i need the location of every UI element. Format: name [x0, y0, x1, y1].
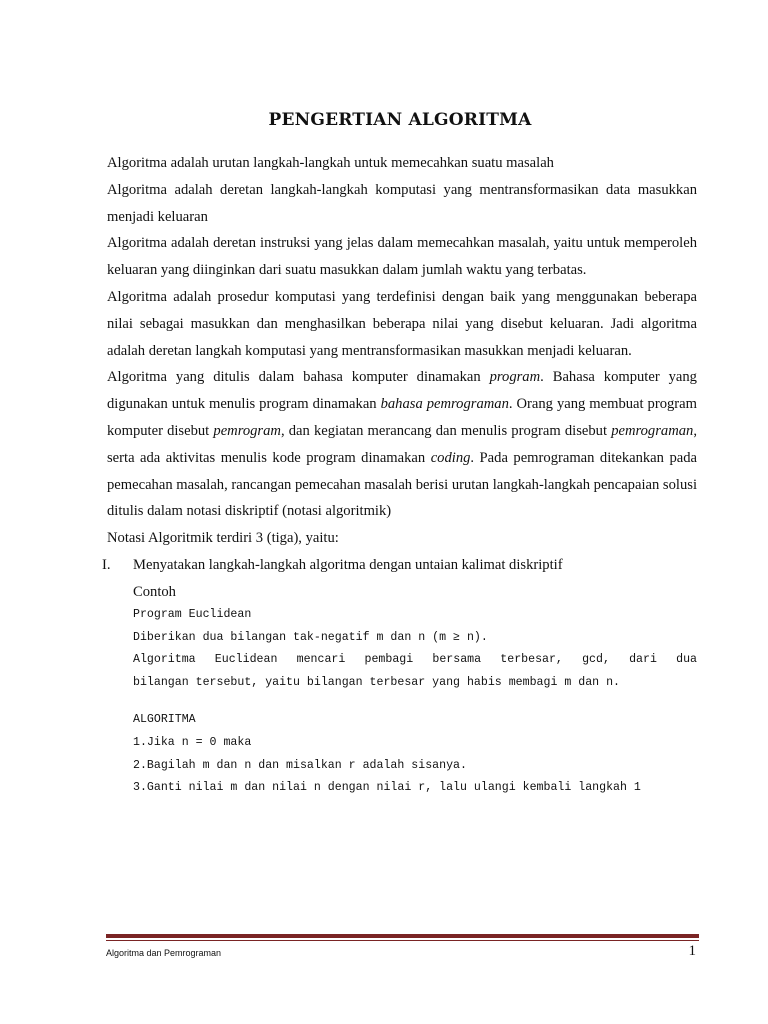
code-line: 1.Jika n = 0 maka [133, 735, 252, 749]
footer-rule-thick [106, 934, 699, 938]
list-item-1 [102, 552, 697, 579]
code-spacer [133, 694, 697, 709]
term-pemrograman: pemrograman [611, 422, 694, 439]
page-title: PENGERTIAN ALGORITMA [268, 110, 532, 130]
example-label: Contoh [133, 583, 176, 600]
code-line: Program Euclidean [133, 608, 252, 621]
footer-rule-thin [106, 940, 699, 941]
code-line: Diberikan dua bilangan tak-negatif m dan n (m ≥ n). [133, 630, 488, 644]
code-block [133, 604, 697, 800]
code-line: Algoritma Euclidean mencari pembagi bersama terbesar, gcd, dari dua [133, 653, 697, 667]
document-body [102, 150, 698, 606]
paragraph-2: Algoritma adalah deretan langkah-langkah komputasi yang mentransformasikan data masukkan menjadi keluaran [107, 181, 697, 225]
term-pemrogram: pemrogram [213, 422, 281, 439]
term-coding: coding [430, 449, 471, 466]
list-item-1-text: Menyatakan langkah-langkah algoritma dengan untaian kalimat diskriptif [133, 556, 563, 573]
paragraph-5-text-6: . Pada pemrograman ditekankan pada pemecahan masalah, rancangan pemecahan masalah berisi urutan langkah-langkah pencapaian solusi ditulis dalam notasi diskriptif (notasi algoritmik) [107, 449, 697, 520]
list-marker: I. [102, 556, 111, 573]
paragraph-5-text-4: , dan kegiatan merancang dan menulis program disebut [280, 422, 612, 439]
paragraph-5-text-3: . Orang yang membuat program komputer disebut [107, 396, 698, 439]
footer-text: Algoritma dan Pemrograman [106, 948, 222, 958]
paragraph-4: Algoritma adalah prosedur komputasi yang terdefinisi dengan baik yang menggunakan beberapa nilai sebagai masukkan dan menghasilkan beberapa nilai yang disebut keluaran. Jadi algoritma adalah deretan langkah komputasi yang mentransformasikan masukkan menjadi keluaran. [107, 288, 697, 359]
page-number: 1 [688, 943, 696, 959]
term-program: program [489, 369, 541, 386]
term-bahasa-pemrograman: bahasa pemrograman [380, 396, 509, 413]
paragraph-6: Notasi Algoritmik terdiri 3 (tiga), yaitu: [107, 530, 339, 547]
code-line: 3.Ganti nilai m dan nilai n dengan nilai r, lalu ulangi kembali langkah 1 [133, 781, 641, 795]
code-line: bilangan tersebut, yaitu bilangan terbesar yang habis membagi m dan n. [133, 675, 621, 689]
paragraph-5-text-2: . Bahasa komputer yang digunakan untuk menulis program dinamakan [107, 369, 697, 413]
code-line: 2.Bagilah m dan n dan misalkan r adalah sisanya. [133, 758, 467, 772]
paragraph-1: Algoritma adalah urutan langkah-langkah untuk memecahkan suatu masalah [107, 155, 554, 171]
paragraph-3: Algoritma adalah deretan instruksi yang jelas dalam memecahkan masalah, yaitu untuk memperoleh keluaran yang diinginkan dari suatu masukkan dalam jumlah waktu yang terbatas. [107, 235, 697, 279]
code-line: ALGORITMA [133, 713, 196, 727]
paragraph-5-text-5: , serta ada aktivitas menulis kode program dinamakan [107, 422, 697, 466]
paragraph-5-text-1: Algoritma yang ditulis dalam bahasa komputer dinamakan [107, 369, 490, 386]
paragraph-5 [107, 364, 697, 525]
